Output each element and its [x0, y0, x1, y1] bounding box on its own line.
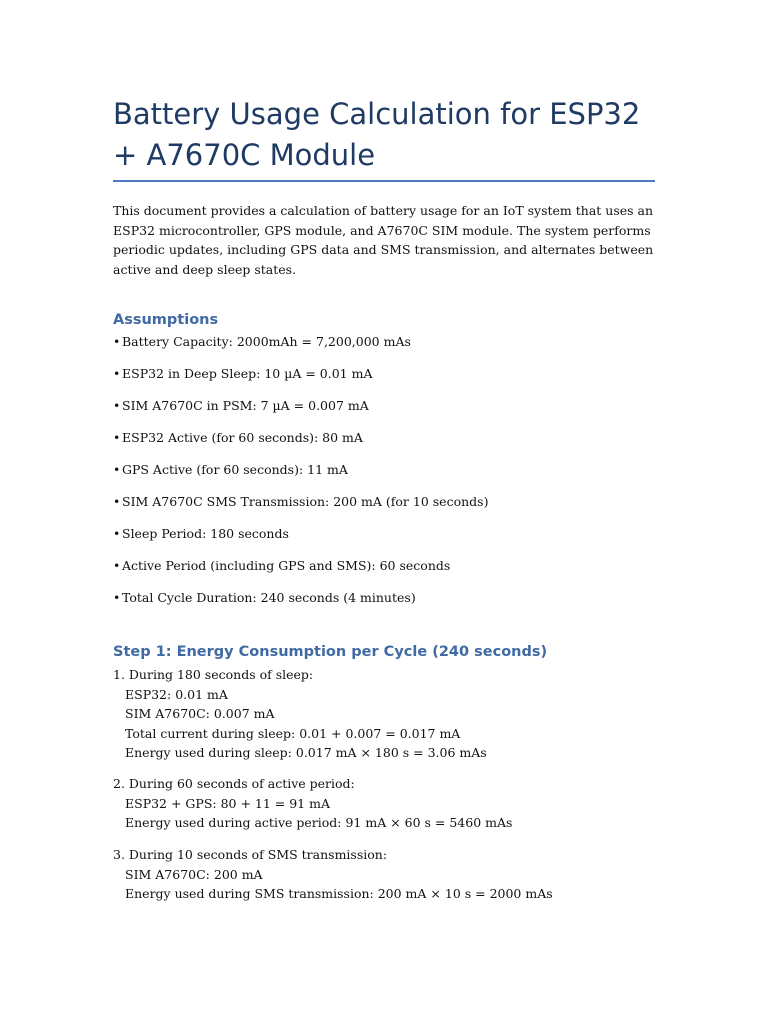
- list-item: [113, 396, 673, 428]
- list-item-text: ESP32 in Deep Sleep: 10 µA = 0.01 mA: [122, 366, 373, 381]
- step-line: SIM A7670C: 200 mA: [125, 866, 263, 882]
- step-block-title: 3. During 10 seconds of SMS transmission:: [113, 847, 388, 862]
- list-item: [113, 460, 673, 492]
- step1-heading: Step 1: Energy Consumption per Cycle (240 seconds): [113, 644, 548, 660]
- step-line: Energy used during sleep: 0.017 mA × 180 s = 3.06 mAs: [125, 745, 487, 760]
- bullet-icon: •: [113, 558, 121, 573]
- sms-calculation-block: [113, 845, 673, 904]
- list-item-text: Total Cycle Duration: 240 seconds (4 minutes): [122, 590, 416, 605]
- step-line: Energy used during SMS transmission: 200 mA × 10 s = 2000 mAs: [125, 886, 553, 901]
- bullet-icon: •: [113, 494, 121, 509]
- bullet-icon: •: [113, 462, 121, 477]
- intro-paragraph: This document provides a calculation of battery usage for an IoT system that uses an ESP32 microcontroller, GPS module, and A7670C SIM module. The system performs periodic updates, including GPS data and SMS transmission, and alternates between active and deep sleep states.: [113, 203, 654, 277]
- active-calculation-block: [113, 774, 673, 833]
- title-divider: [113, 180, 655, 182]
- list-item: [113, 588, 673, 620]
- list-item-text: Battery Capacity: 2000mAh = 7,200,000 mAs: [122, 334, 411, 349]
- assumptions-heading: Assumptions: [113, 312, 219, 328]
- list-item-text: GPS Active (for 60 seconds): 11 mA: [122, 462, 348, 477]
- sleep-calculation-block: [113, 665, 673, 763]
- bullet-icon: •: [113, 398, 121, 413]
- bullet-icon: •: [113, 334, 121, 349]
- list-item: [113, 556, 673, 588]
- list-item: [113, 524, 673, 556]
- step-line: ESP32: 0.01 mA: [125, 686, 228, 702]
- step-block-title: 1. During 180 seconds of sleep:: [113, 667, 314, 682]
- bullet-icon: •: [113, 590, 121, 605]
- bullet-icon: •: [113, 366, 121, 381]
- list-item-text: Sleep Period: 180 seconds: [122, 526, 289, 541]
- document-title: Battery Usage Calculation for ESP32 + A7670C Module: [113, 97, 641, 172]
- list-item: [113, 428, 673, 460]
- list-item-text: SIM A7670C in PSM: 7 µA = 0.007 mA: [122, 398, 369, 413]
- step-line: Total current during sleep: 0.01 + 0.007 = 0.017 mA: [125, 725, 461, 741]
- list-item: [113, 332, 673, 364]
- list-item: [113, 364, 673, 396]
- step-block-title: 2. During 60 seconds of active period:: [113, 776, 355, 791]
- assumptions-list: [113, 332, 673, 620]
- bullet-icon: •: [113, 430, 121, 445]
- list-item: [113, 492, 673, 524]
- step-line: ESP32 + GPS: 80 + 11 = 91 mA: [125, 795, 330, 811]
- list-item-text: ESP32 Active (for 60 seconds): 80 mA: [122, 430, 363, 445]
- bullet-icon: •: [113, 526, 121, 541]
- list-item-text: Active Period (including GPS and SMS): 60 seconds: [122, 558, 451, 573]
- list-item-text: SIM A7670C SMS Transmission: 200 mA (for 10 seconds): [122, 494, 489, 509]
- step-line: SIM A7670C: 0.007 mA: [125, 706, 275, 721]
- step-line: Energy used during active period: 91 mA × 60 s = 5460 mAs: [125, 815, 513, 830]
